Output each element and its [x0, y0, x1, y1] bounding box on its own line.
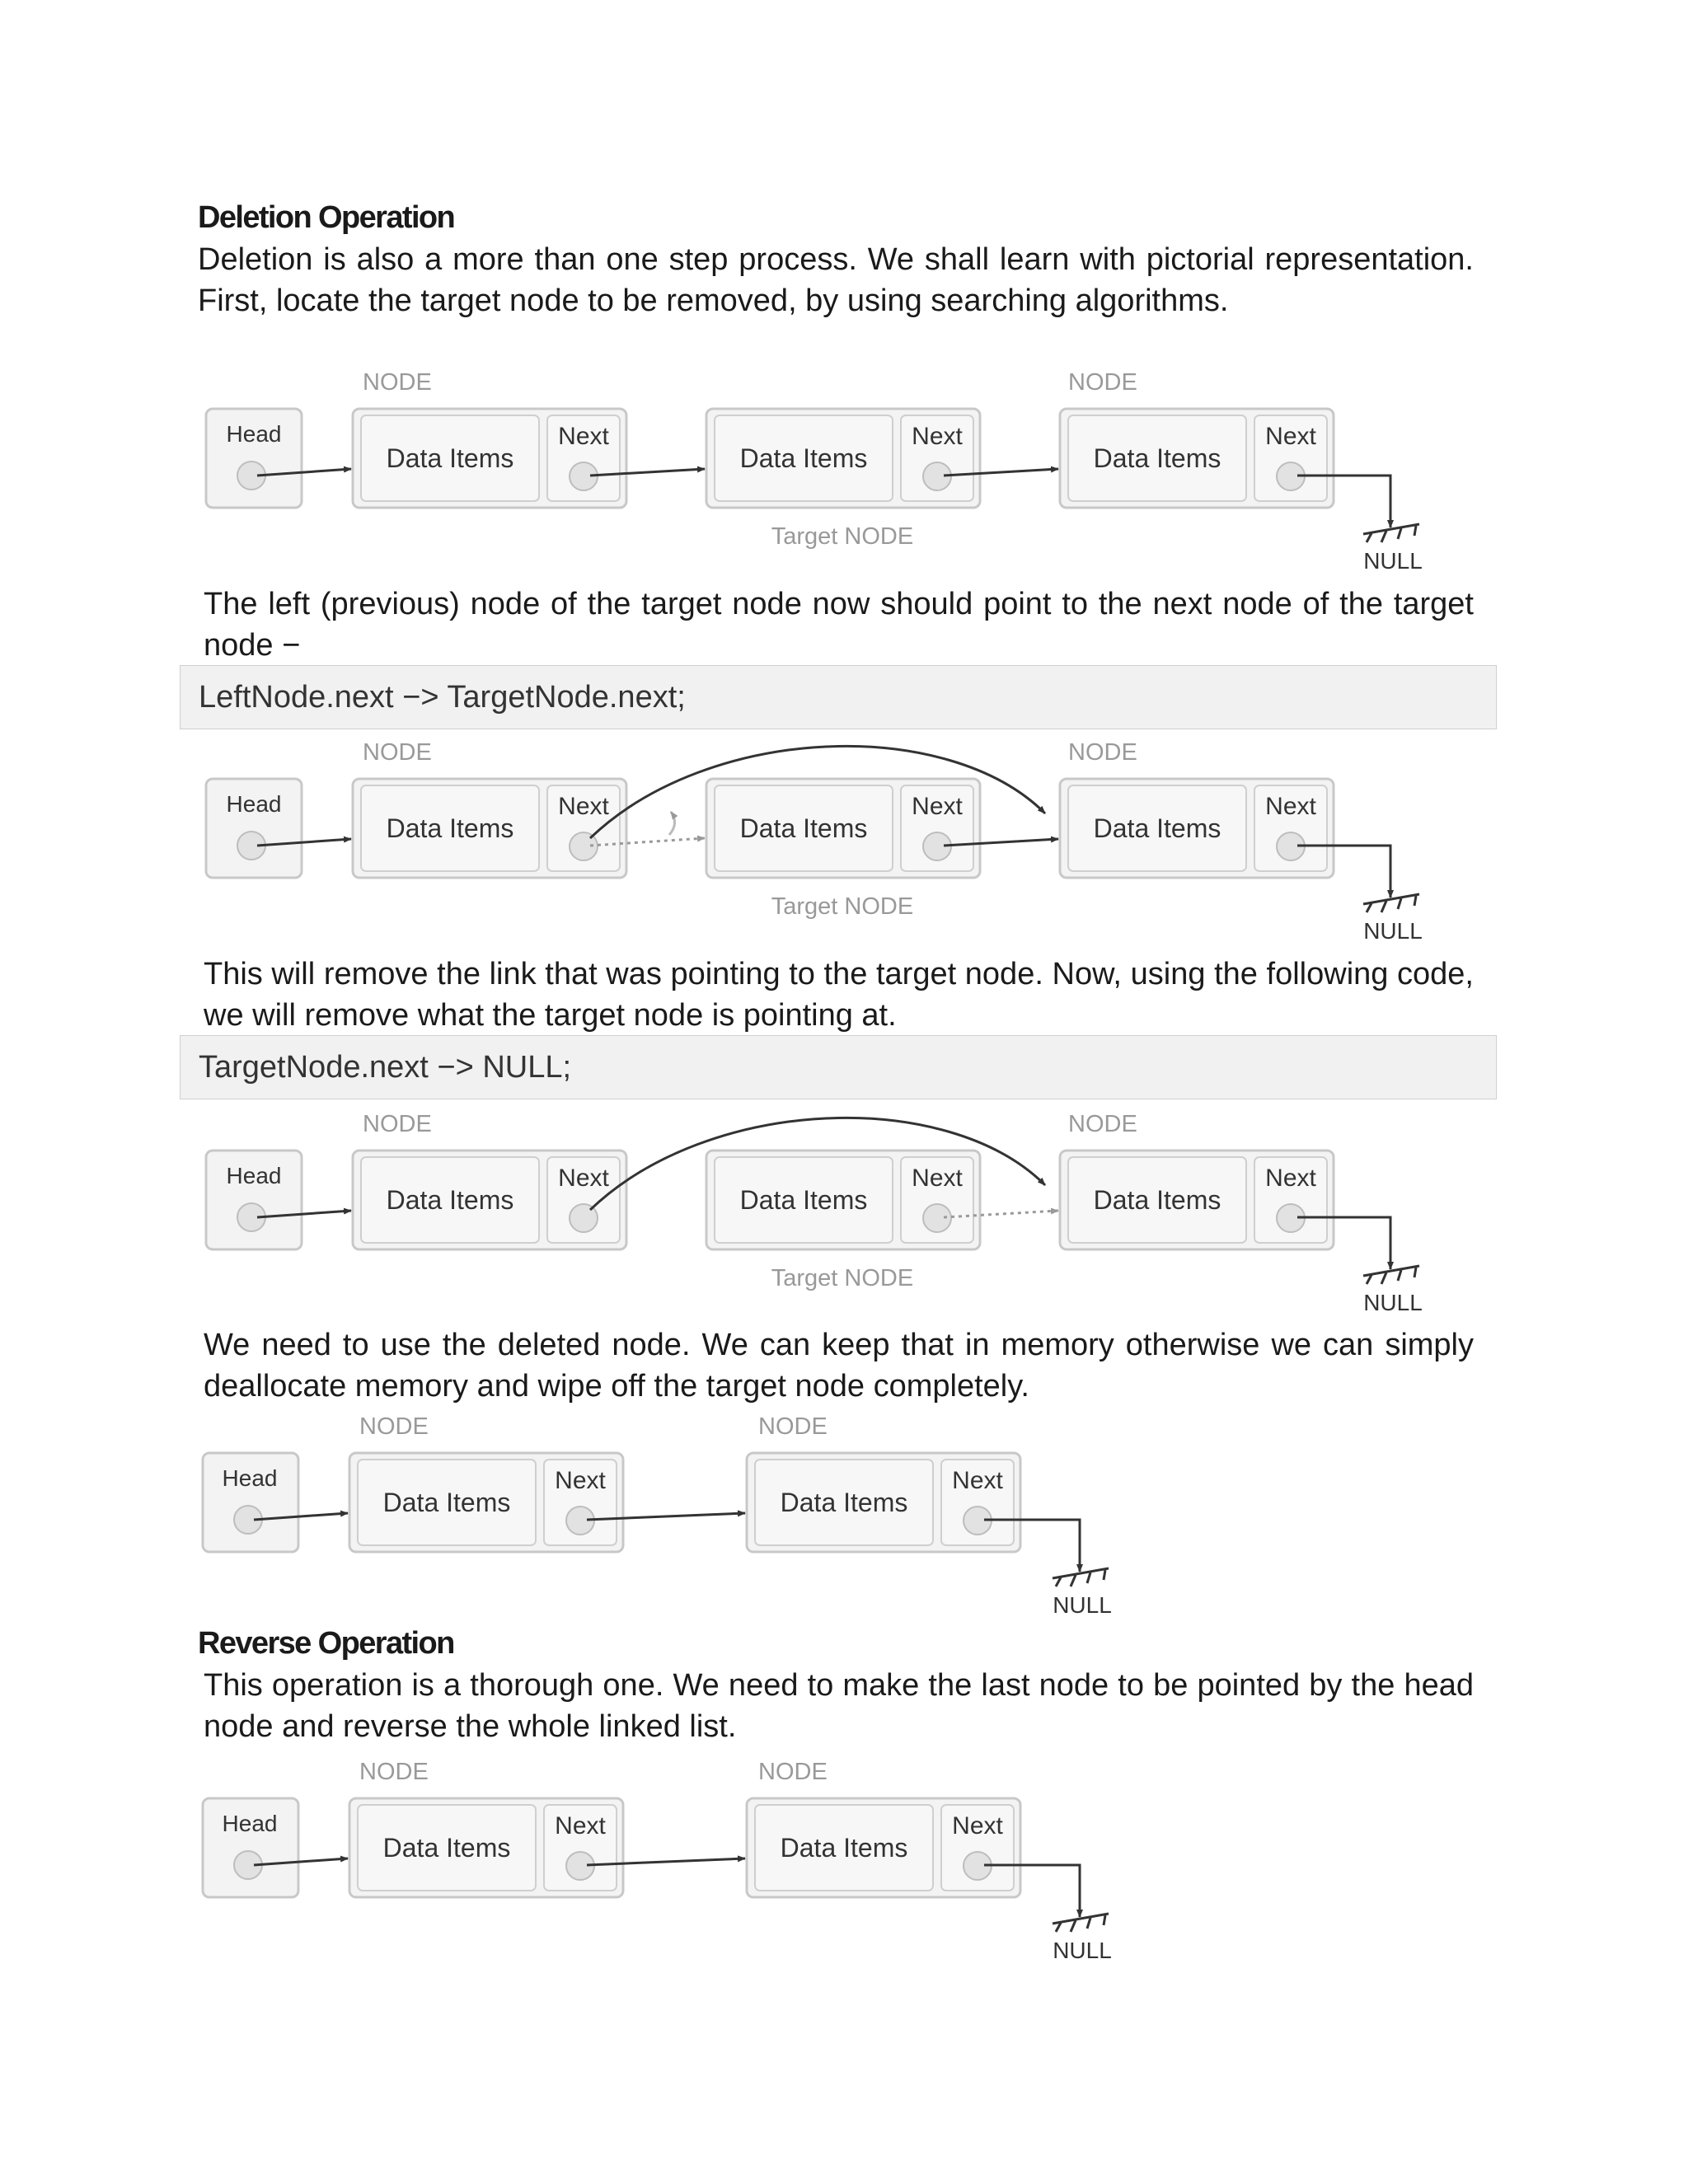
- break-mark: [669, 812, 675, 835]
- null-label: NULL: [1363, 1290, 1423, 1315]
- next-label: Next: [952, 1812, 1003, 1840]
- target-node-label: Target NODE: [771, 1265, 914, 1291]
- diagram-target-node: [0, 363, 1688, 577]
- data-items-label: Data Items: [739, 813, 868, 843]
- diagram-target-unlinked: [0, 1104, 1688, 1319]
- node-label: NODE: [363, 369, 432, 396]
- null-label: NULL: [1363, 918, 1423, 944]
- next-label: Next: [1265, 793, 1316, 820]
- node-label: NODE: [758, 1759, 828, 1785]
- code-block-2: [180, 1035, 1497, 1099]
- node-label: NODE: [1068, 1111, 1137, 1137]
- data-items-label: Data Items: [739, 443, 868, 473]
- next-label: Next: [558, 793, 609, 820]
- node-label: NODE: [758, 1413, 828, 1440]
- head-label: Head: [226, 1163, 282, 1188]
- diagram-left-node-relink: [0, 733, 1688, 947]
- next-label: Next: [912, 793, 963, 820]
- node-label: NODE: [363, 1111, 432, 1137]
- data-items-label: Data Items: [780, 1488, 908, 1517]
- head-label: Head: [226, 791, 282, 817]
- deletion-para-4: We need to use the deleted node. We can keep that in memory otherwise we can simply deallocate memory and wipe off the target node completely.: [204, 1328, 1474, 1404]
- target-node-label: Target NODE: [771, 893, 914, 920]
- diagram-node-removed: [0, 1407, 1688, 1621]
- null-label: NULL: [1363, 548, 1423, 574]
- data-items-label: Data Items: [739, 1185, 868, 1215]
- next-label: Next: [952, 1467, 1003, 1494]
- code-line: TargetNode.next −> NULL;: [199, 1050, 572, 1085]
- data-items-label: Data Items: [386, 813, 514, 843]
- data-items-label: Data Items: [382, 1833, 511, 1863]
- data-items-label: Data Items: [382, 1488, 511, 1517]
- head-label: Head: [222, 1465, 278, 1491]
- next-label: Next: [912, 423, 963, 450]
- head-label: Head: [226, 421, 282, 447]
- code-line: LeftNode.next −> TargetNode.next;: [199, 680, 686, 715]
- data-items-label: Data Items: [1093, 813, 1221, 843]
- node-label: NODE: [1068, 369, 1137, 396]
- data-items-label: Data Items: [386, 1185, 514, 1215]
- next-label: Next: [1265, 423, 1316, 450]
- next-label: Next: [912, 1165, 963, 1192]
- head-label: Head: [222, 1811, 278, 1836]
- node-label: NODE: [363, 739, 432, 766]
- node-label: NODE: [359, 1413, 429, 1440]
- code-block-1: [180, 665, 1497, 729]
- data-items-label: Data Items: [386, 443, 514, 473]
- next-label: Next: [555, 1812, 606, 1840]
- data-items-label: Data Items: [780, 1833, 908, 1863]
- deletion-heading: Deletion Operation: [198, 200, 455, 235]
- target-node-label: Target NODE: [771, 523, 914, 550]
- next-label: Next: [558, 1165, 609, 1192]
- null-label: NULL: [1053, 1938, 1112, 1963]
- node-label: NODE: [359, 1759, 429, 1785]
- deletion-para-3: This will remove the link that was pointing to the target node. Now, using the following code, we will remove what the target node is pointing at.: [204, 957, 1474, 1033]
- diagram-reverse: [0, 1752, 1688, 1966]
- data-items-label: Data Items: [1093, 1185, 1221, 1215]
- next-label: Next: [1265, 1165, 1316, 1192]
- deletion-para-2: The left (previous) node of the target node now should point to the next node of the target node −: [204, 587, 1474, 663]
- data-items-label: Data Items: [1093, 443, 1221, 473]
- node-label: NODE: [1068, 739, 1137, 766]
- next-label: Next: [555, 1467, 606, 1494]
- next-label: Next: [558, 423, 609, 450]
- null-label: NULL: [1053, 1592, 1112, 1618]
- reverse-intro: This operation is a thorough one. We need to make the last node to be pointed by the head node and reverse the whole linked list.: [204, 1668, 1474, 1744]
- deletion-intro: Deletion is also a more than one step process. We shall learn with pictorial representation. First, locate the target node to be removed, by using searching algorithms.: [198, 242, 1474, 318]
- reverse-heading: Reverse Operation: [198, 1626, 454, 1661]
